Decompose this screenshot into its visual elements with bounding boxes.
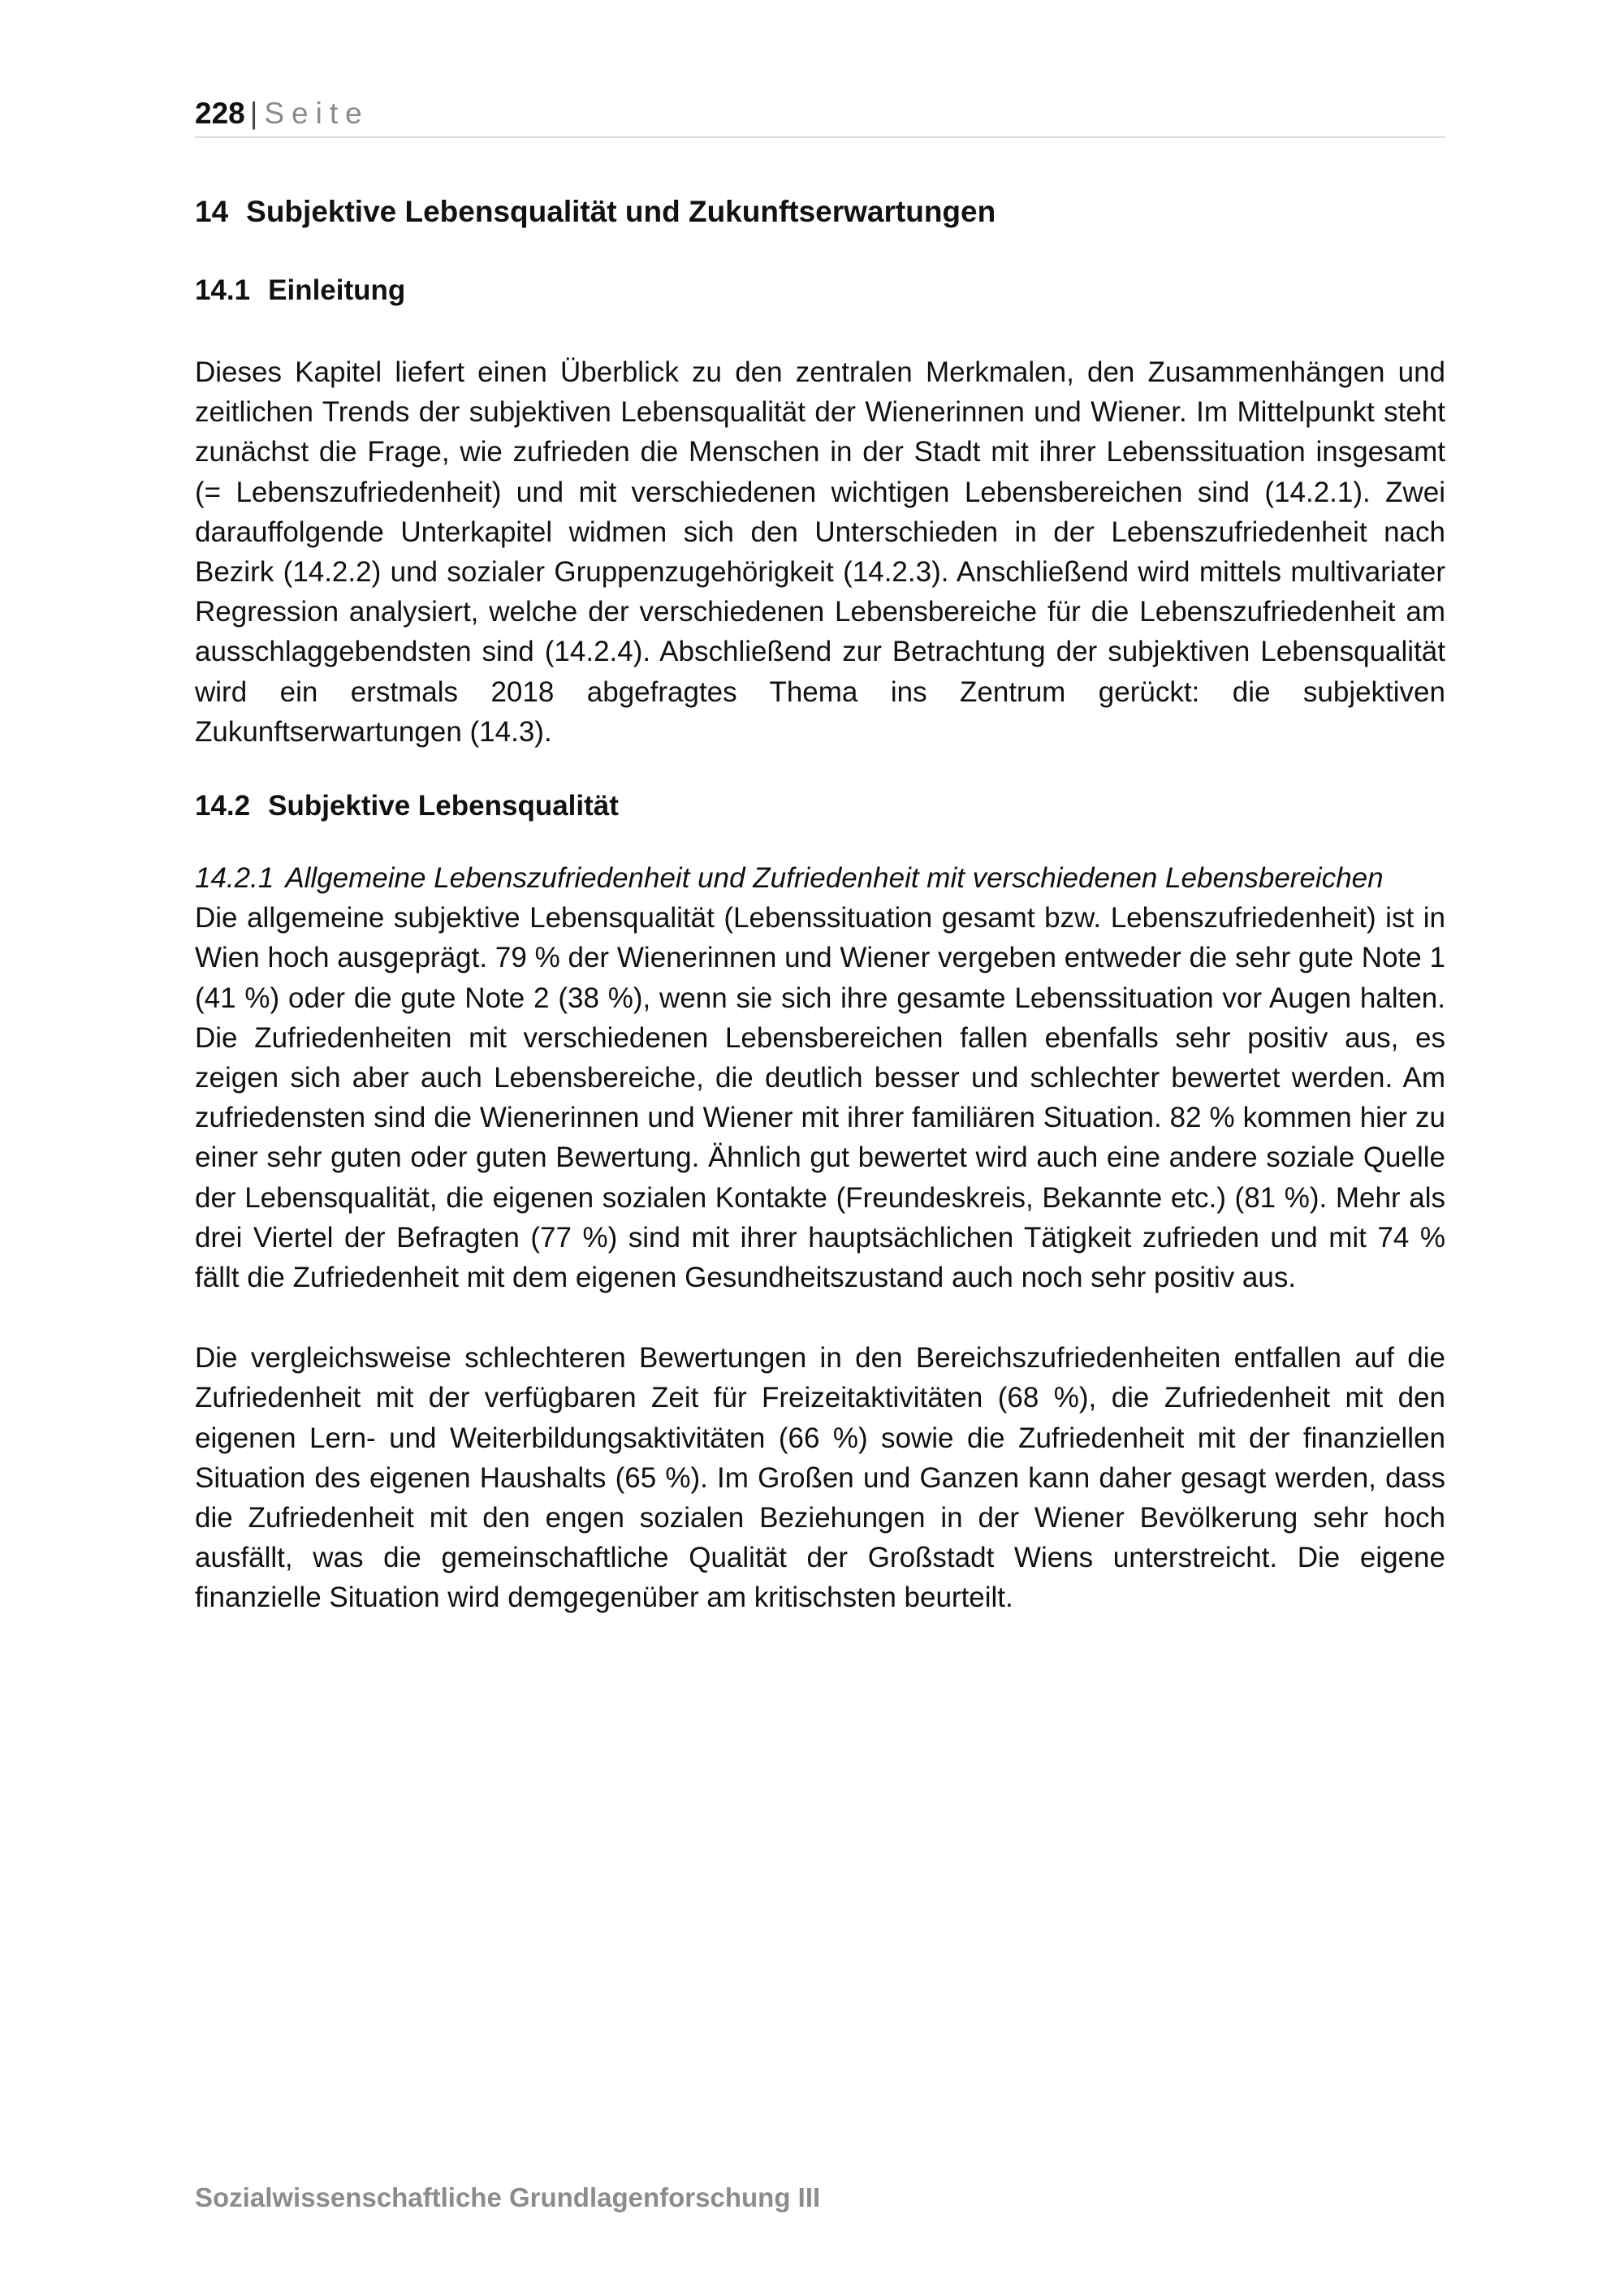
section-title: Subjektive Lebensqualität xyxy=(268,790,619,822)
page-label: Seite xyxy=(264,97,369,130)
body-paragraph-1: Die allgemeine subjektive Lebensqualität (Lebenssituation gesamt bzw. Lebenszufriedenheit) ist in Wien hoch ausgeprägt. 79 % der Wienerinnen und Wiener vergeben entweder die sehr gute Note 1 (41 %) oder die gute Note 2 (38 %), wenn sie sich ihre gesamte Lebenssituation vor Augen halten. Die Zufriedenheiten mit verschiedenen Lebensbereichen fallen ebenfalls sehr positiv aus, es zeigen sich aber auch Lebensbereiche, die deutlich besser und schlechter bewertet werden. Am zufriedensten sind die Wienerinnen und Wiener mit ihrer familiären Situation. 82 % kommen hier zu einer sehr guten oder guten Bewertung. Ähnlich gut bewertet wird auch eine andere soziale Quelle der Lebensqualität, die eigenen sozialen Kontakte (Freundeskreis, Bekannte etc.) (81 %). Mehr als drei Viertel der Befragten (77 %) sind mit ihrer hauptsächlichen Tätigkeit zufrieden und mit 74 % fällt die Zufriedenheit mit dem eigenen Gesundheitszustand auch noch sehr positiv aus. xyxy=(195,902,1445,1294)
section-heading-lebensqualitaet xyxy=(195,786,1445,826)
subsection-number: 14.2.1 xyxy=(195,862,274,895)
chapter-number: 14 xyxy=(195,195,229,228)
subsection-title: Allgemeine Lebenszufriedenheit und Zufriedenheit mit verschiedenen Lebensbereichen xyxy=(285,862,1384,895)
body-paragraph-2: Die vergleichsweise schlechteren Bewertungen in den Bereichszufriedenheiten entfallen auf die Zufriedenheit mit der verfügbaren Zeit für Freizeitaktivitäten (68 %), die Zufriedenheit mit den eigenen Lern- und Weiterbildungsaktivitäten (66 %) sowie die Zufriedenheit mit der finanziellen Situation des eigenen Haushalts (65 %). Im Großen und Ganzen kann daher gesagt werden, dass die Zufriedenheit mit den engen sozialen Beziehungen in der Wiener Bevölkerung sehr hoch ausfällt, was die gemeinschaftliche Qualität der Großstadt Wiens unterstreicht. Die eigene finanzielle Situation wird demgegenüber am kritischsten beurteilt. xyxy=(195,1342,1445,1614)
page-footer: Sozialwissenschaftliche Grundlagenforschung III xyxy=(195,2182,821,2212)
intro-paragraph: Dieses Kapitel liefert einen Überblick zu den zentralen Merkmalen, den Zusammenhängen und zeitlichen Trends der subjektiven Lebensqualität der Wienerinnen und Wiener. Im Mittelpunkt steht zunächst die Frage, wie zufrieden die Menschen in der Stadt mit ihrer Lebenssituation insgesamt (= Lebenszufriedenheit) und mit verschiedenen wichtigen Lebensbereichen sind (14.2.1). Zwei darauffolgende Unterkapitel widmen sich den Unterschieden in der Lebenszufriedenheit nach Bezirk (14.2.2) und sozialer Gruppenzugehörigkeit (14.2.3). Anschließend wird mittels multivariater Regression analysiert, welche der verschiedenen Lebensbereiche für die Lebenszufriedenheit am ausschlaggebendsten sind (14.2.4). Abschließend zur Betrachtung der subjektiven Lebensqualität wird ein erstmals 2018 abgefragtes Thema ins Zentrum gerückt: die subjektiven Zukunftserwartungen (14.3). xyxy=(195,356,1445,748)
section-title: Einleitung xyxy=(268,274,406,306)
subsection-heading xyxy=(195,858,1445,898)
chapter-title: Subjektive Lebensqualität und Zukunftserwartungen xyxy=(246,195,996,228)
document-body xyxy=(195,179,1445,1618)
section-number: 14.1 xyxy=(195,274,251,306)
page-header xyxy=(195,91,1445,138)
page-number: 228 xyxy=(195,97,245,130)
header-separator: | xyxy=(249,97,258,130)
chapter-heading xyxy=(195,191,1445,233)
section-number: 14.2 xyxy=(195,790,251,822)
section-heading-einleitung xyxy=(195,270,1445,311)
